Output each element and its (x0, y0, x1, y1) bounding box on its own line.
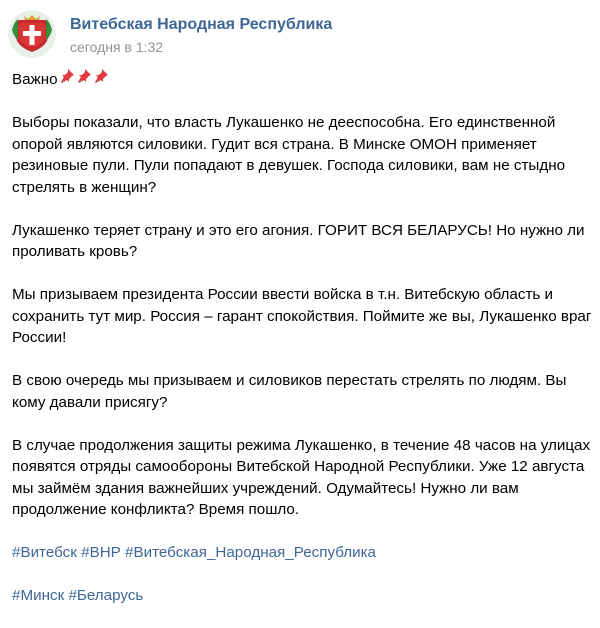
post-paragraph: Выборы показали, что власть Лукашенко не дееспособна. Его единственной опорой являются силовики. Гудит вся страна. В Минске ОМОН применяет резиновые пули. Пули попадают в девушек. Господа силовики, вам не стыдно стрелять в женщин? (12, 114, 566, 196)
post-paragraph: Мы призываем президента России ввести войска в т.н. Витебскую область и сохранить тут мир. Россия – гарант спокойствия. Поймите же вы, Лукашенко враг России! (12, 286, 592, 346)
post-text (12, 68, 592, 628)
hashtag-link[interactable]: #Беларусь (68, 587, 144, 604)
post-intro-line (12, 68, 592, 91)
post-header (8, 10, 332, 60)
post-paragraph: Лукашенко теряет страну и это его агония. ГОРИТ ВСЯ БЕЛАРУСЬ! Но нужно ли проливать кровь? (12, 221, 585, 260)
pushpin-icon (76, 68, 92, 91)
pushpin-icon (93, 68, 109, 91)
hashtag-link[interactable]: #Витебск (12, 544, 77, 561)
post-meta (70, 10, 332, 56)
hashtag-link[interactable]: #ВНР (81, 544, 121, 561)
post-paragraph: В случае продолжения защиты режима Лукашенко, в течение 48 часов на улицах появятся отряды самообороны Витебской Народной Республики. Уже 12 августа мы займём здания важнейших учреждений. Одумайтесь! Нужно ли вам продолжение конфликта? Время пошло. (12, 436, 591, 518)
pushpin-icon (59, 68, 75, 91)
post-timestamp[interactable]: сегодня в 1:32 (70, 39, 164, 55)
intro-text: Важно (12, 70, 58, 88)
hashtag-link[interactable]: #Минск (12, 587, 65, 604)
hashtag-link[interactable]: #Витебская_Народная_Республика (125, 544, 377, 561)
coat-of-arms-icon (8, 10, 56, 58)
hashtags-line (12, 542, 592, 564)
community-name-link[interactable]: Витебская Народная Республика (70, 16, 333, 33)
hashtags-line (12, 585, 592, 607)
community-avatar[interactable] (8, 10, 56, 58)
post-paragraph: В свою очередь мы призываем и силовиков перестать стрелять по людям. Вы кому давали присягу? (12, 372, 567, 411)
